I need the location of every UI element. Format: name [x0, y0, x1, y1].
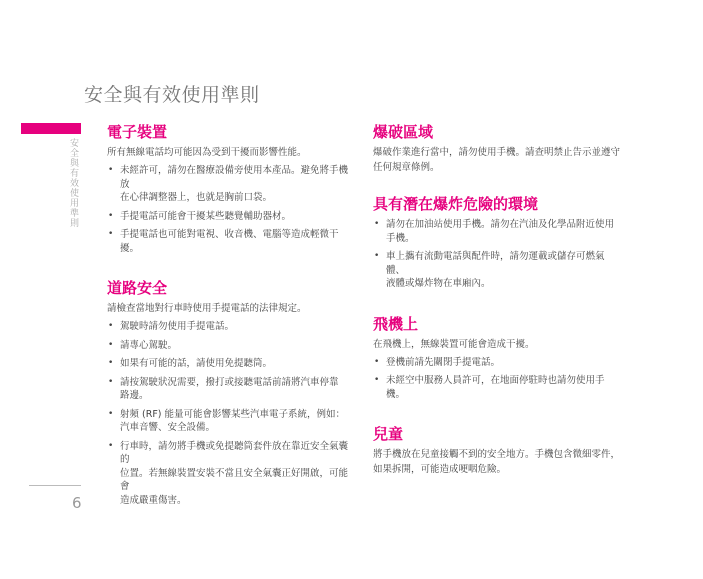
footer-divider [29, 485, 81, 486]
list-item-text: 行車時，請勿將手機或免提聽筒套件放在靠近安全氣囊的 位置。若無線裝置安裝不當且安全氣囊正好開啟，可能會 造成嚴重傷害。 [120, 440, 349, 506]
list-item [107, 357, 357, 371]
bullet-list [373, 356, 623, 402]
list-item [107, 339, 357, 353]
list-item-text: 未經空中服務人員許可，在地面停駐時也請勿使用手機。 [386, 375, 605, 400]
list-item [373, 218, 623, 245]
list-item-text: 登機前請先關閉手提電話。 [386, 356, 501, 368]
bullet-icon: • [108, 210, 114, 221]
page-title: 安全與有效使用準則 [84, 84, 260, 106]
list-item-text: 如果有可能的話，請使用免提聽筒。 [120, 358, 273, 369]
list-item-text: 請按駕駛狀況需要，撥打或接聽電話前請將汽車停靠 路邊。 [120, 376, 339, 401]
section-intro: 請檢查當地對行車時使用手提電話的法律規定。 [107, 303, 307, 314]
bullet-icon: • [108, 165, 114, 175]
list-item-text: 駕駛時請勿使用手提電話。 [120, 321, 235, 332]
list-item-text: 手提電話也可能對電視、收音機、電腦等造成輕微干擾。 [120, 229, 339, 254]
section-heading: 電子裝置 [107, 123, 168, 141]
bullet-list [107, 320, 357, 507]
list-item-text: 請勿在加油站使用手機。請勿在汽油及化學品附近使用 手機。 [386, 219, 615, 244]
list-item [107, 210, 357, 224]
section-explosive-environment [373, 194, 623, 291]
bullet-icon: • [374, 356, 380, 367]
right-column [373, 122, 623, 478]
bullet-icon: • [108, 229, 114, 239]
section-intro: 所有無線電話均可能因為受到干擾而影響性能。 [107, 147, 307, 158]
section-electronics [107, 122, 357, 255]
list-item [107, 228, 357, 255]
list-item [373, 356, 623, 370]
list-item [373, 374, 623, 401]
section-heading: 飛機上 [373, 314, 419, 333]
list-item-text: 未經許可，請勿在醫療設備旁使用本產品。避免將手機放 在心律調整器上，也就是胸前口袋。 [120, 165, 349, 203]
section-heading: 兒童 [373, 425, 404, 443]
list-item [107, 376, 357, 403]
bullet-icon: • [108, 358, 114, 368]
section-heading: 道路安全 [107, 279, 168, 297]
bullet-icon: • [108, 321, 114, 331]
bullet-icon: • [108, 408, 114, 419]
list-item [107, 164, 357, 205]
list-item-text: 車上攜有流動電話與配件時，請勿運載或儲存可燃氣體、 液體或爆炸物在車廂內。 [386, 251, 605, 289]
bullet-list [107, 164, 357, 255]
section-intro: 爆破作業進行當中，請勿使用手機。請查明禁止告示並遵守 任何規章條例。 [373, 147, 621, 173]
bullet-icon: • [374, 375, 380, 385]
bullet-list [373, 218, 623, 291]
bullet-icon: • [374, 219, 380, 229]
list-item [107, 408, 357, 435]
list-item [107, 320, 357, 334]
section-road-safety [107, 278, 357, 507]
side-section-label: 安全與有效使用準則 [68, 138, 78, 228]
list-item-text: 請專心駕駛。 [120, 339, 178, 351]
section-intro: 將手機放在兒童接觸不到的安全地方。手機包含微細零件， 如果拆開，可能造成哽咽危險。 [373, 449, 621, 475]
bullet-icon: • [374, 251, 380, 261]
section-heading: 爆破區域 [373, 123, 434, 141]
section-aircraft [373, 314, 623, 402]
bullet-icon: • [108, 440, 114, 451]
bullet-icon: • [108, 339, 114, 350]
list-item-text: 手提電話可能會干擾某些聽覺輔助器材。 [120, 210, 292, 222]
list-item-text: 射頻 (RF) 能量可能會影響某些汽車電子系統，例如： 汽車音響、安全設備。 [120, 408, 346, 433]
list-item [373, 250, 623, 291]
side-accent-bar [21, 123, 81, 134]
section-blasting [373, 122, 623, 175]
left-column [107, 122, 357, 512]
section-children [373, 424, 623, 477]
section-heading: 具有潛在爆炸危險的環境 [373, 195, 539, 213]
section-intro: 在飛機上，無線裝置可能會造成干擾。 [373, 338, 535, 350]
bullet-icon: • [108, 376, 114, 387]
list-item [107, 440, 357, 508]
page-number: 6 [72, 494, 82, 512]
